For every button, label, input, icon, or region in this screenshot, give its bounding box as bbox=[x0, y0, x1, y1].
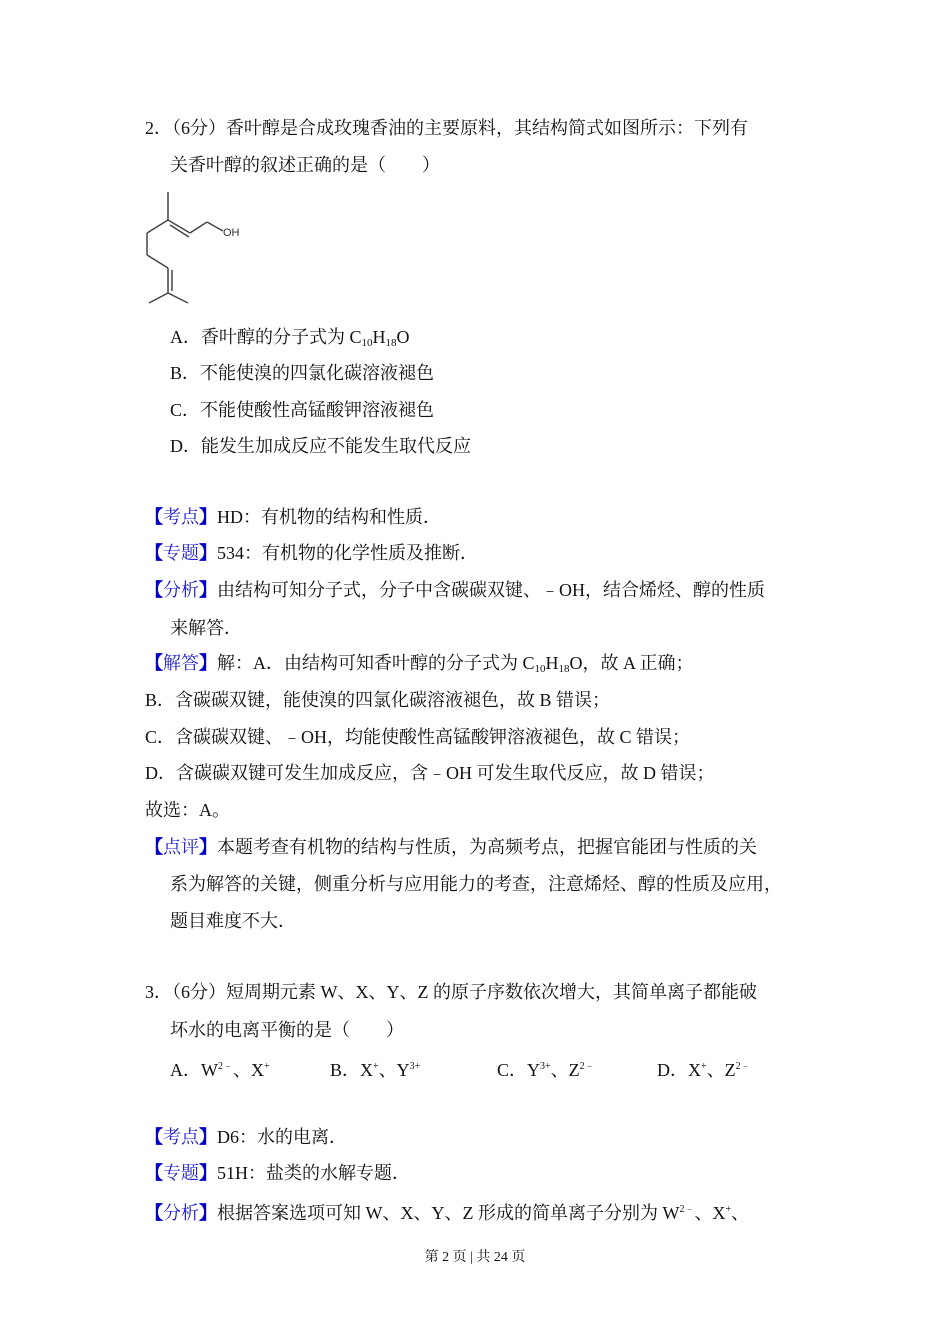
a2-dianping: 【点评】本题考查有机物的结构与性质，为高频考点，把握官能团与性质的关 bbox=[145, 837, 757, 857]
q2-stem-cont: 关香叶醇的叙述正确的是（ ） bbox=[170, 155, 440, 175]
geraniol-structure-image bbox=[135, 185, 255, 305]
q2-option-b: B．不能使溴的四氯化碳溶液褪色 bbox=[170, 363, 435, 383]
a2-jieda-b: B．含碳碳双键，能使溴的四氯化碳溶液褪色，故 B 错误； bbox=[145, 690, 611, 710]
a2-zhuanti: 【专题】534：有机物的化学性质及推断． bbox=[145, 543, 478, 563]
q3-option-d: D．X+、$Z^{2﹣}$ bbox=[657, 1060, 751, 1080]
a3-kaodian: 【考点】D6：水的电离． bbox=[145, 1127, 347, 1147]
a3-zhuanti: 【专题】51H：盐类的水解专题． bbox=[145, 1163, 410, 1183]
a2-jieda-c: C．含碳碳双键、﹣OH，均能使酸性高锰酸钾溶液褪色，故 C 错误； bbox=[145, 727, 691, 747]
q3-option-b: B．X+、$Y^{3+}$ bbox=[330, 1060, 421, 1080]
q3-stem-cont: 坏水的电离平衡的是（ ） bbox=[170, 1020, 404, 1040]
a2-answer: 故选：A。 bbox=[145, 800, 230, 820]
a2-jieda-d: D．含碳碳双键可发生加成反应，含﹣OH 可发生取代反应，故 D 错误； bbox=[145, 763, 715, 783]
q3-option-a: A．$W^{2﹣}$、X+ bbox=[170, 1060, 270, 1080]
q2-stem: 2．（6分）香叶醇是合成玫瑰香油的主要原料，其结构简式如图所示：下列有 bbox=[145, 118, 748, 138]
q2-option-c: C．不能使酸性高锰酸钾溶液褪色 bbox=[170, 400, 435, 420]
a2-fenxi-cont: 来解答． bbox=[170, 618, 242, 638]
a2-fenxi: 【分析】由结构可知分子式，分子中含碳碳双键、﹣OH，结合烯烃、醇的性质 bbox=[145, 580, 765, 600]
a2-jieda: 【解答】解：A．由结构可知香叶醇的分子式为 $C_{10}H_{18}O$，故 A 正确； bbox=[145, 653, 694, 675]
q3-options bbox=[170, 1055, 817, 1082]
a2-dianping-cont2: 题目难度不大． bbox=[170, 911, 296, 931]
a2-dianping-cont: 系为解答的关键，侧重分析与应用能力的考查，注意烯烃、醇的性质及应用， bbox=[170, 874, 782, 894]
q2-option-d: D．能发生加成反应不能发生取代反应 bbox=[170, 436, 471, 456]
q3-option-c: C．$Y^{3+}$、$Z^{2﹣}$ bbox=[497, 1060, 595, 1080]
a2-kaodian: 【考点】HD：有机物的结构和性质． bbox=[145, 507, 441, 527]
a3-fenxi: 【分析】根据答案选项可知 W、X、Y、Z 形成的简单离子分别为 $W^{2﹣}$、X+、 bbox=[145, 1203, 750, 1223]
q2-option-a: A．香叶醇的分子式为 $C_{10}H_{18}O$ bbox=[170, 327, 410, 349]
q3-stem: 3．（6分）短周期元素 W、X、Y、Z 的原子序数依次增大，其简单离子都能破 bbox=[145, 982, 757, 1002]
page-footer: 第 2 页 | 共 24 页 bbox=[424, 1250, 526, 1265]
oh-label: OH bbox=[223, 227, 240, 239]
